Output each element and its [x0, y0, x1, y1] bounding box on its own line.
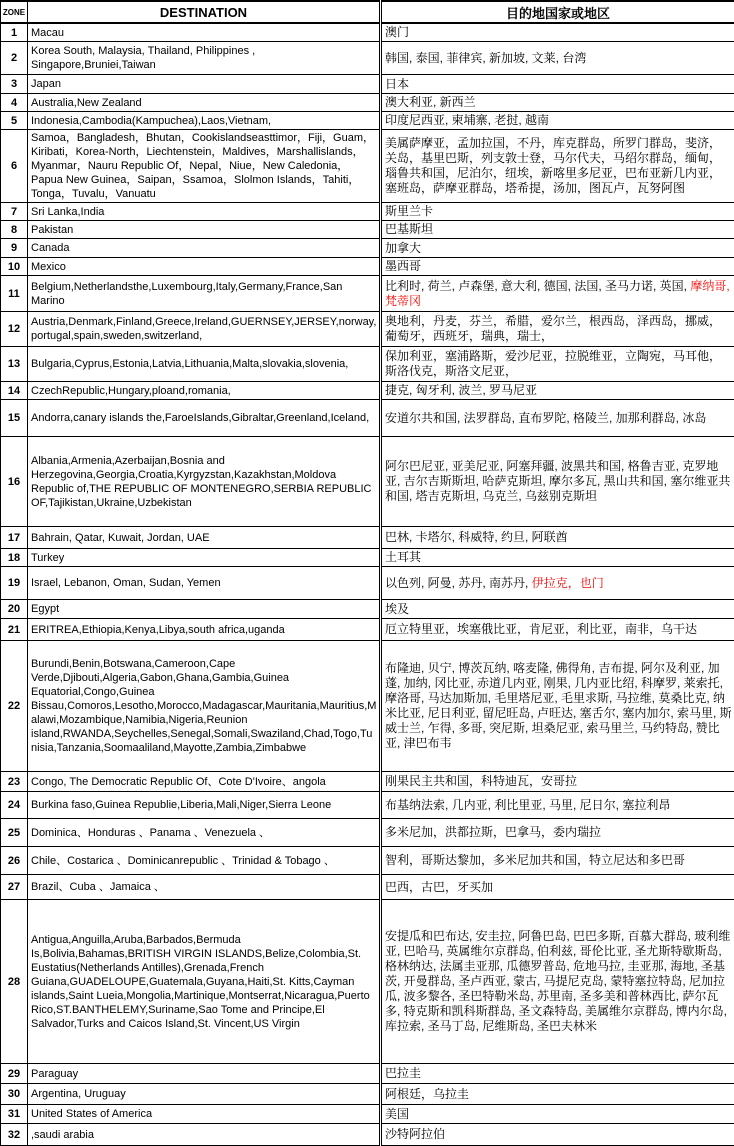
zone-number: 11 [1, 276, 28, 312]
cn-destination-text: 捷克, 匈牙利, 波兰, 罗马尼亚 [385, 383, 537, 397]
zone-column-header: ZONE [1, 1, 28, 23]
cn-destination-text: 阿尔巴尼亚, 亚美尼亚, 阿塞拜疆, 波黑共和国, 格鲁吉亚, 克罗地亚, 吉尔吉斯斯坦, 哈萨克斯坦, 摩尔多瓦, 黑山共和国, 塞尔维亚共和国, 塔吉克斯坦, 乌克兰, 乌兹别克斯坦 [385, 459, 730, 503]
cn-destination-red-text: 伊拉克，也门 [532, 576, 604, 590]
cn-destination-column-header: 目的地国家或地区 [381, 1, 734, 23]
table-row [1, 772, 734, 792]
destination-cell: Bahrain, Qatar, Kuwait, Jordan, UAE [28, 527, 381, 549]
zone-number: 17 [1, 527, 28, 549]
table-row [1, 94, 734, 112]
destination-cell: Austria,Denmark,Finland,Greece,Ireland,GUERNSEY,JERSEY,norway,portugal,spain,sweden,switzerland, [28, 312, 381, 347]
cn-destination-text: 巴基斯坦 [385, 222, 433, 236]
cn-destination-text: 澳门 [385, 25, 409, 39]
table-row [1, 239, 734, 258]
cn-destination-red-text: 摩纳哥, 梵蒂冈 [385, 279, 730, 308]
cn-destination-cell [381, 437, 734, 527]
table-row [1, 312, 734, 347]
zone-number: 24 [1, 792, 28, 819]
cn-destination-cell [381, 312, 734, 347]
destination-cell: Argentina, Uruguay [28, 1084, 381, 1105]
cn-destination-cell [381, 792, 734, 819]
zone-number: 1 [1, 23, 28, 42]
destination-cell: ,saudi arabia [28, 1124, 381, 1146]
cn-destination-text: 刚果民主共和国，科特迪瓦，安哥拉 [385, 774, 577, 788]
destination-cell: Andorra,canary islands the,FaroeIslands,Gibraltar,Greenland,Iceland, [28, 400, 381, 437]
zone-number: 22 [1, 641, 28, 772]
table-row [1, 819, 734, 847]
cn-destination-text: 安道尔共和国, 法罗群岛, 直布罗陀, 格陵兰, 加那利群岛, 冰岛 [385, 411, 706, 425]
destination-cell: Paraguay [28, 1064, 381, 1084]
cn-destination-cell [381, 347, 734, 382]
destination-cell: Mexico [28, 258, 381, 276]
destination-cell: Israel, Lebanon, Oman, Sudan, Yemen [28, 567, 381, 600]
zone-number: 16 [1, 437, 28, 527]
cn-destination-text: 斯里兰卡 [385, 204, 433, 218]
cn-destination-text: 美国 [385, 1107, 409, 1121]
cn-destination-text: 奥地利，丹麦，芬兰，希腊，爱尔兰，根西岛，泽西岛，挪威，葡萄牙，西班牙，瑞典，瑞士， [385, 314, 721, 343]
destination-cell: Samoa，Bangladesh，Bhutan，Cookislandseasttimor，Fiji，Guam，Kiribati，Korea-North，Liechtenstein，Maldives，Marshallislands，Myanmar，Nauru Republic Of，Nepal，Niue，New Caledonia，Papua New Guinea，Saipan，Ssamoa，Slolmon Islands，Tahiti，Tonga，Tuvalu，Vanuatu [28, 130, 381, 203]
cn-destination-text: 比利时, 荷兰, 卢森堡, 意大利, 德国, 法国, 圣马力诺, 英国, [385, 279, 690, 293]
cn-destination-cell [381, 42, 734, 75]
cn-destination-cell [381, 203, 734, 221]
cn-destination-text: 印度尼西亚, 柬埔寨, 老挝, 越南 [385, 113, 549, 127]
cn-destination-text: 布基纳法索, 几内亚, 利比里亚, 马里, 尼日尔, 塞拉利昂 [385, 798, 670, 812]
cn-destination-cell [381, 400, 734, 437]
cn-destination-text: 澳大利亚, 新西兰 [385, 95, 476, 109]
table-row [1, 112, 734, 130]
zone-number: 6 [1, 130, 28, 203]
cn-destination-text: 巴林, 卡塔尔, 科威特, 约旦, 阿联酋 [385, 530, 568, 544]
zone-number: 28 [1, 900, 28, 1064]
cn-destination-text: 厄立特里亚，埃塞俄比亚，肯尼亚，利比亚，南非，乌干达 [385, 622, 697, 636]
destination-cell: Antigua,Anguilla,Aruba,Barbados,Bermuda Is,Bolivia,Bahamas,BRITISH VIRGIN ISLANDS,Belize,Colombia,St. Eustatius(Netherlands Antilles),Grenada,French Guiana,GUADELOUPE,Guatemala,Guyana,Haiti,St. Kitts,Cayman islands,Saint Lueia,Mongolia,Martinique,Montserrat,Nicaragua,Puerto Rico,ST.BANTHELEMY,Suriname,Sao Tome and Principe,El Salvador,Turks and Caicos Island,St. Vincent,US Virgin [28, 900, 381, 1064]
destination-cell: Pakistan [28, 221, 381, 239]
zone-number: 25 [1, 819, 28, 847]
destination-cell: Belgium,Netherlandsthe,Luxembourg,Italy,Germany,France,San Marino [28, 276, 381, 312]
cn-destination-cell [381, 23, 734, 42]
cn-destination-cell [381, 258, 734, 276]
destination-cell: Burundi,Benin,Botswana,Cameroon,Cape Verde,Djibouti,Algeria,Gabon,Ghana,Gambia,Guinea Equatorial,Congo,Guinea Bissau,Comoros,Lesotho,Morocco,Madagascar,Mauritania,Mauritius,Malawi,Mozambique,Namibia,Nigeria,Reunion island,RWANDA,Seychelles,Senegal,Somali,Swaziland,Chad,Togo,Tunisia,Tanzania,Soomaaliland,Mayotte,Zambia,Zimbabwe [28, 641, 381, 772]
zone-number: 30 [1, 1084, 28, 1105]
cn-destination-text: 布隆迪, 贝宁, 博茨瓦纳, 喀麦隆, 佛得角, 吉布提, 阿尔及利亚, 加蓬, 加纳, 冈比亚, 赤道几内亚, 刚果, 几内亚比绍, 科摩罗, 莱索托, 摩洛哥, 马达加斯加, 毛里塔尼亚, 毛里求斯, 马拉维, 莫桑比克, 纳米比亚, 尼日利亚, 留尼旺岛, 卢旺达, 塞舌尔, 塞内加尔, 索马里, 斯威士兰, 乍得, 多哥, 突尼斯, 坦桑尼亚, 索马里兰, 马约特岛, 赞比亚, 津巴布韦 [385, 661, 732, 750]
cn-destination-cell [381, 276, 734, 312]
cn-destination-text: 沙特阿拉伯 [385, 1127, 445, 1141]
table-row [1, 619, 734, 641]
cn-destination-cell [381, 239, 734, 258]
cn-destination-cell [381, 527, 734, 549]
zone-number: 14 [1, 382, 28, 400]
destination-cell: Australia,New Zealand [28, 94, 381, 112]
table-row [1, 258, 734, 276]
cn-destination-cell [381, 600, 734, 619]
zone-number: 27 [1, 875, 28, 900]
cn-destination-cell [381, 1084, 734, 1105]
table-row [1, 130, 734, 203]
table-row [1, 1084, 734, 1105]
zone-number: 4 [1, 94, 28, 112]
cn-destination-cell [381, 75, 734, 94]
table-row [1, 875, 734, 900]
destination-cell: Egypt [28, 600, 381, 619]
table-row [1, 549, 734, 567]
zone-number: 19 [1, 567, 28, 600]
zone-number: 5 [1, 112, 28, 130]
cn-destination-text: 多米尼加，洪都拉斯，巴拿马，委内瑞拉 [385, 825, 601, 839]
cn-destination-cell [381, 94, 734, 112]
zone-number: 13 [1, 347, 28, 382]
destination-cell: Chile、Costarica 、Dominicanrepublic 、Trinidad & Tobago 、 [28, 847, 381, 875]
cn-destination-cell [381, 549, 734, 567]
zone-number: 12 [1, 312, 28, 347]
zone-number: 10 [1, 258, 28, 276]
table-row [1, 792, 734, 819]
table-row [1, 600, 734, 619]
cn-destination-cell [381, 1105, 734, 1124]
zone-number: 2 [1, 42, 28, 75]
destination-cell: Albania,Armenia,Azerbaijan,Bosnia and Herzegovina,Georgia,Croatia,Kyrgyzstan,Kazakhstan,Moldova Republic of,THE REPUBLIC OF MONTENEGRO,SERBIA REPUBLIC OF,Tajikistan,Ukraine,Uzbekistan [28, 437, 381, 527]
table-row [1, 1105, 734, 1124]
destination-cell: Dominica、Honduras 、Panama 、Venezuela 、 [28, 819, 381, 847]
zone-number: 15 [1, 400, 28, 437]
cn-destination-cell [381, 847, 734, 875]
destination-cell: ERITREA,Ethiopia,Kenya,Libya,south africa,uganda [28, 619, 381, 641]
cn-destination-text: 巴拉圭 [385, 1066, 421, 1080]
zone-number: 9 [1, 239, 28, 258]
cn-destination-cell [381, 641, 734, 772]
table-row [1, 221, 734, 239]
cn-destination-text: 安提瓜和巴布达, 安圭拉, 阿鲁巴岛, 巴巴多斯, 百慕大群岛, 玻利维亚, 巴哈马, 英属维尔京群岛, 伯利兹, 哥伦比亚, 圣尤斯特歇斯岛, 格林纳达, 法属圭亚那, 瓜德罗普岛, 危地马拉, 圭亚那, 海地, 圣基茨, 开曼群岛, 圣卢西亚, 蒙古, 马提尼克岛, 蒙特塞拉特岛, 尼加拉瓜, 波多黎各, 圣巴特勒米岛, 苏里南, 圣多美和普林西比, 萨尔瓦多, 特克斯和凯科斯群岛, 圣文森特岛, 美属维尔京群岛, 博内尔岛, 库拉索, 圣马丁岛, 尼维斯岛, 圣巴夫林米 [385, 929, 730, 1033]
destination-cell: Turkey [28, 549, 381, 567]
table-row [1, 900, 734, 1064]
zone-number: 21 [1, 619, 28, 641]
destination-cell: Japan [28, 75, 381, 94]
table-row [1, 567, 734, 600]
zone-number: 18 [1, 549, 28, 567]
cn-destination-text: 墨西哥 [385, 259, 421, 273]
cn-destination-cell [381, 875, 734, 900]
cn-destination-cell [381, 619, 734, 641]
table-row [1, 527, 734, 549]
zone-number: 20 [1, 600, 28, 619]
cn-destination-text: 保加利亚，塞浦路斯，爱沙尼亚，拉脱维亚，立陶宛，马耳他，斯洛伐克，斯洛文尼亚， [385, 349, 721, 378]
table-row [1, 75, 734, 94]
table-row [1, 437, 734, 527]
table-row [1, 847, 734, 875]
cn-destination-cell [381, 772, 734, 792]
destination-cell: Bulgaria,Cyprus,Estonia,Latvia,Lithuania,Malta,slovakia,slovenia, [28, 347, 381, 382]
cn-destination-text: 智利，哥斯达黎加，多米尼加共和国，特立尼达和多巴哥 [385, 853, 685, 867]
cn-destination-text: 巴西，古巴，牙买加 [385, 880, 493, 894]
destination-cell: Canada [28, 239, 381, 258]
table-row [1, 382, 734, 400]
table-row [1, 42, 734, 75]
cn-destination-cell [381, 1064, 734, 1084]
zone-number: 29 [1, 1064, 28, 1084]
cn-destination-text: 阿根廷，乌拉圭 [385, 1087, 469, 1101]
zone-number: 26 [1, 847, 28, 875]
cn-destination-cell [381, 130, 734, 203]
zone-number: 32 [1, 1124, 28, 1146]
table-row [1, 347, 734, 382]
cn-destination-cell [381, 1124, 734, 1146]
cn-destination-cell [381, 382, 734, 400]
cn-destination-cell [381, 567, 734, 600]
destination-cell: Indonesia,Cambodia(Kampuchea),Laos,Vietnam, [28, 112, 381, 130]
destination-cell: CzechRepublic,Hungary,ploand,romania, [28, 382, 381, 400]
zone-number: 7 [1, 203, 28, 221]
zone-number: 8 [1, 221, 28, 239]
destination-cell: Congo, The Democratic Republic Of、Cote D'Ivoire、angola [28, 772, 381, 792]
cn-destination-text: 韩国, 泰国, 菲律宾, 新加坡, 文莱, 台湾 [385, 51, 586, 65]
destination-cell: United States of America [28, 1105, 381, 1124]
cn-destination-cell [381, 221, 734, 239]
table-row [1, 23, 734, 42]
cn-destination-cell [381, 900, 734, 1064]
table-row [1, 1124, 734, 1146]
destination-cell: Burkina faso,Guinea Republie,Liberia,Mali,Niger,Sierra Leone [28, 792, 381, 819]
cn-destination-text: 加拿大 [385, 241, 421, 255]
table-row [1, 400, 734, 437]
cn-destination-text: 以色列, 阿曼, 苏丹, 南苏丹, [385, 576, 532, 590]
cn-destination-text: 日本 [385, 77, 409, 91]
cn-destination-text: 埃及 [385, 602, 409, 616]
table-row [1, 641, 734, 772]
destination-cell: Korea South, Malaysia, Thailand, Philippines , Singapore,Bruniei,Taiwan [28, 42, 381, 75]
destination-cell: Brazil、Cuba 、Jamaica 、 [28, 875, 381, 900]
cn-destination-cell [381, 112, 734, 130]
cn-destination-cell [381, 819, 734, 847]
zone-number: 31 [1, 1105, 28, 1124]
destination-cell: Macau [28, 23, 381, 42]
table-row [1, 1064, 734, 1084]
zone-number: 23 [1, 772, 28, 792]
zone-number: 3 [1, 75, 28, 94]
table-row [1, 203, 734, 221]
cn-destination-text: 美属萨摩亚，孟加拉国，不丹，库克群岛，所罗门群岛，斐济，关岛，基里巴斯，列支敦士登，马尔代夫，马绍尔群岛，缅甸，瑙鲁共和国，尼泊尔，纽埃，新喀里多尼亚，巴布亚新几内亚，塞班岛，萨摩亚群岛，塔希提，汤加，图瓦卢，瓦努阿图 [385, 136, 721, 195]
destination-cell: Sri Lanka,India [28, 203, 381, 221]
header-row [1, 1, 734, 23]
destination-column-header: DESTINATION [28, 1, 381, 23]
table-row [1, 276, 734, 312]
cn-destination-text: 土耳其 [385, 550, 421, 564]
